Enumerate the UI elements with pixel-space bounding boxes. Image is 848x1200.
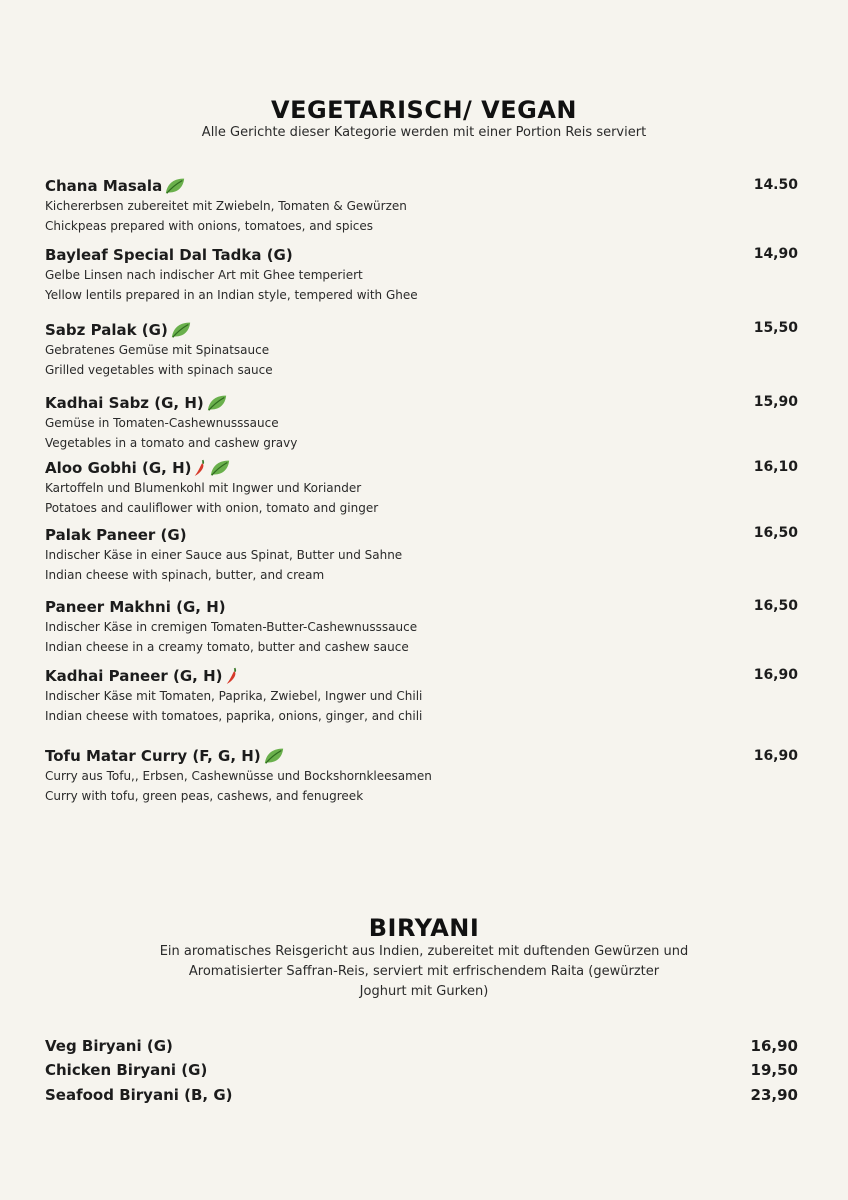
- biryani-subtitle-line: Aromatisierter Saffran-Reis, serviert mit erfrischendem Raita (gewürzter: [188, 964, 660, 979]
- menu-item-price: 15,50: [753, 320, 798, 336]
- vegan-leaf-icon: [170, 320, 192, 340]
- menu-item-price: 14.50: [753, 177, 798, 193]
- biryani-name: Veg Biryani (G): [45, 1037, 173, 1055]
- menu-item-price: 16,50: [753, 525, 798, 541]
- biryani-name: Chicken Biryani (G): [45, 1061, 208, 1079]
- menu-item: [45, 525, 805, 585]
- menu-item-description-en: Potatoes and cauliflower with onion, tomato and ginger: [45, 501, 379, 515]
- menu-item-name-row: [45, 176, 805, 196]
- menu-item-name-row: [45, 458, 805, 478]
- menu-item-price: 15,90: [753, 394, 798, 410]
- menu-item-name: Palak Paneer (G): [45, 526, 187, 544]
- vegetarian-section-subtitle: Alle Gerichte dieser Kategorie werden mit einer Portion Reis serviert: [201, 125, 647, 140]
- menu-item-description-en: Chickpeas prepared with onions, tomatoes, and spices: [45, 219, 374, 233]
- menu-item-description-en: Indian cheese with tomatoes, paprika, onions, ginger, and chili: [45, 709, 423, 723]
- biryani-section-subtitle: [120, 942, 728, 1002]
- menu-item: [45, 320, 805, 380]
- menu-item-description-de: Indischer Käse in cremigen Tomaten-Butter-Cashewnusssauce: [45, 620, 418, 634]
- vegetarian-section-title: VEGETARISCH/ VEGAN: [271, 96, 577, 124]
- menu-item-description-en: Yellow lentils prepared in an Indian style, tempered with Ghee: [45, 288, 418, 302]
- menu-item: [45, 458, 805, 518]
- menu-item: [45, 746, 805, 806]
- menu-item-description-de: Gelbe Linsen nach indischer Art mit Ghee temperiert: [45, 268, 363, 282]
- menu-item-name: Paneer Makhni (G, H): [45, 598, 226, 616]
- menu-item-price: 16,90: [753, 748, 798, 764]
- chili-icon: [193, 458, 207, 478]
- menu-item-description-de: Curry aus Tofu,, Erbsen, Cashewnüsse und Bockshornkleesamen: [45, 769, 432, 783]
- menu-item-name: Bayleaf Special Dal Tadka (G): [45, 246, 293, 264]
- biryani-price: 23,90: [750, 1086, 798, 1104]
- menu-item-description-de: Gebratenes Gemüse mit Spinatsauce: [45, 343, 270, 357]
- menu-item-description-de: Kartoffeln und Blumenkohl mit Ingwer und Koriander: [45, 481, 362, 495]
- menu-item: [45, 176, 805, 236]
- vegan-leaf-icon: [206, 393, 228, 413]
- biryani-name: Seafood Biryani (B, G): [45, 1086, 233, 1104]
- menu-item-name: Aloo Gobhi (G, H): [45, 459, 192, 477]
- menu-item-price: 16,90: [753, 667, 798, 683]
- menu-item-price: 14,90: [753, 246, 798, 262]
- menu-item-name-row: [45, 666, 805, 686]
- menu-item-name-row: [45, 245, 805, 265]
- menu-item-name: Kadhai Paneer (G, H): [45, 667, 223, 685]
- chili-icon: [225, 666, 239, 686]
- vegan-leaf-icon: [164, 176, 186, 196]
- vegan-leaf-icon: [209, 458, 231, 478]
- menu-item: [45, 393, 805, 453]
- menu-item-name-row: [45, 746, 805, 766]
- menu-item-name-row: [45, 320, 805, 340]
- biryani-row: [45, 1084, 798, 1106]
- menu-item-description-de: Indischer Käse mit Tomaten, Paprika, Zwiebel, Ingwer und Chili: [45, 689, 423, 703]
- biryani-subtitle-line: Joghurt mit Gurken): [359, 984, 489, 999]
- menu-item: [45, 597, 805, 657]
- menu-item-description-en: Curry with tofu, green peas, cashews, and fenugreek: [45, 789, 364, 803]
- biryani-section-title: BIRYANI: [368, 914, 480, 942]
- menu-item-description-en: Indian cheese in a creamy tomato, butter and cashew sauce: [45, 640, 409, 654]
- menu-item-description-de: Gemüse in Tomaten-Cashewnusssauce: [45, 416, 279, 430]
- menu-item-name-row: [45, 597, 805, 617]
- menu-item-description-en: Vegetables in a tomato and cashew gravy: [45, 436, 298, 450]
- menu-item-name: Kadhai Sabz (G, H): [45, 394, 204, 412]
- menu-item-name: Tofu Matar Curry (F, G, H): [45, 747, 261, 765]
- biryani-subtitle-line: Ein aromatisches Reisgericht aus Indien, zubereitet mit duftenden Gewürzen und: [159, 944, 689, 959]
- menu-item-name: Sabz Palak (G): [45, 321, 168, 339]
- vegan-leaf-icon: [263, 746, 285, 766]
- menu-item-name: Chana Masala: [45, 177, 163, 195]
- menu-item-price: 16,50: [753, 598, 798, 614]
- menu-item-description-de: Indischer Käse in einer Sauce aus Spinat, Butter und Sahne: [45, 548, 403, 562]
- menu-item-price: 16,10: [753, 459, 798, 475]
- menu-item: [45, 245, 805, 305]
- menu-item-description-de: Kichererbsen zubereitet mit Zwiebeln, Tomaten & Gewürzen: [45, 199, 407, 213]
- menu-item-description-en: Grilled vegetables with spinach sauce: [45, 363, 273, 377]
- biryani-price: 16,90: [750, 1037, 798, 1055]
- biryani-row: [45, 1059, 798, 1081]
- biryani-row: [45, 1035, 798, 1057]
- menu-item-name-row: [45, 525, 805, 545]
- menu-item-description-en: Indian cheese with spinach, butter, and cream: [45, 568, 325, 582]
- biryani-price: 19,50: [750, 1061, 798, 1079]
- menu-item-name-row: [45, 393, 805, 413]
- menu-item: [45, 666, 805, 726]
